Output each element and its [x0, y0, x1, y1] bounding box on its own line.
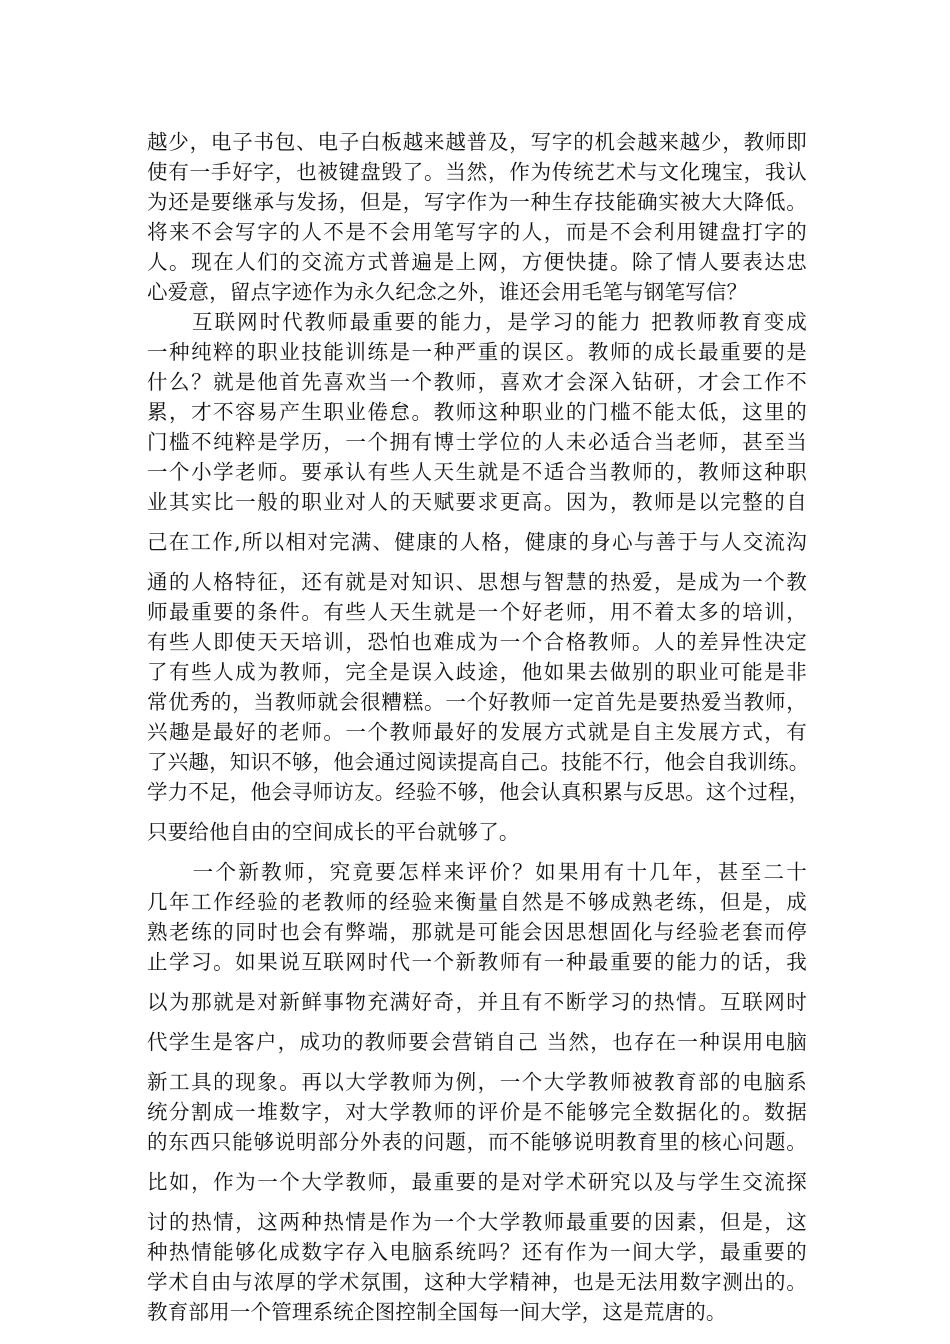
text-line: 累，才不容易产生职业倦怠。教师这种职业的门槛不能太低，这里的 — [147, 400, 807, 424]
text-line: 以为那就是对新鲜事物充满好奇，并且有不断学习的热情。互联网时 — [147, 990, 807, 1014]
text-line: 几年工作经验的老教师的经验来衡量自然是不够成熟老练，但是，成 — [147, 890, 807, 914]
text-line: 己在工作,所以相对完满、健康的人格，健康的身心与善于与人交流沟 — [147, 530, 807, 554]
text-line: 止学习。如果说互联网时代一个新教师有一种最重要的能力的话，我 — [147, 950, 807, 974]
text-line: 越少，电子书包、电子白板越来越普及，写字的机会越来越少，教师即 — [147, 130, 807, 154]
text-line: 代学生是客户，成功的教师要会营销自己 当然，也存在一种误用电脑 — [147, 1030, 807, 1054]
text-line: 人。现在人们的交流方式普遍是上网，方便快捷。除了情人要表达忠 — [147, 250, 807, 274]
text-line: 学术自由与浓厚的学术氛围，这种大学精神，也是无法用数字测出的。 — [147, 1270, 807, 1294]
text-line: 一个小学老师。要承认有些人天生就是不适合当教师的，教师这种职 — [147, 460, 807, 484]
text-line: 一种纯粹的职业技能训练是一种严重的误区。教师的成长最重要的是 — [147, 340, 807, 364]
text-line: 教育部用一个管理系统企图控制全国每一间大学，这是荒唐的。 — [147, 1300, 727, 1324]
text-line: 心爱意，留点字迹作为永久纪念之外，谁还会用毛笔与钢笔写信？ — [147, 280, 748, 304]
text-line: 了有些人成为教师，完全是误入歧途，他如果去做别的职业可能是非 — [147, 660, 807, 684]
text-line: 为还是要继承与发扬，但是，写字作为一种生存技能确实被大大降低。 — [147, 190, 807, 214]
text-line: 的东西只能够说明部分外表的问题，而不能够说明教育里的核心问题。 — [147, 1130, 807, 1154]
text-line: 使有一手好字，也被键盘毁了。当然，作为传统艺术与文化瑰宝，我认 — [147, 160, 807, 184]
text-line: 比如，作为一个大学教师，最重要的是对学术研究以及与学生交流探 — [147, 1170, 807, 1194]
text-line: 新工具的现象。再以大学教师为例，一个大学教师被教育部的电脑系 — [147, 1070, 807, 1094]
text-line: 通的人格特征，还有就是对知识、思想与智慧的热爱，是成为一个教 — [147, 570, 807, 594]
text-line: 一个新教师，究竟要怎样来评价？如果用有十几年，甚至二十 — [147, 860, 807, 884]
text-line: 种热情能够化成数字存入电脑系统吗？还有作为一间大学，最重要的 — [147, 1240, 807, 1264]
text-line: 门槛不纯粹是学历，一个拥有博士学位的人未必适合当老师，甚至当 — [147, 430, 807, 454]
text-line: 有些人即使天天培训，恐怕也难成为一个合格教师。人的差异性决定 — [147, 630, 807, 654]
text-line: 互联网时代教师最重要的能力，是学习的能力 把教师教育变成 — [147, 310, 807, 334]
text-line: 了兴趣，知识不够，他会通过阅读提高自己。技能不行，他会自我训练。 — [147, 750, 810, 774]
text-line: 师最重要的条件。有些人天生就是一个好老师，用不着太多的培训， — [147, 600, 807, 624]
text-line: 统分割成一堆数字，对大学教师的评价是不能够完全数据化的。数据 — [147, 1100, 807, 1124]
text-line: 什么？就是他首先喜欢当一个教师，喜欢才会深入钻研，才会工作不 — [147, 370, 807, 394]
text-line: 熟老练的同时也会有弊端，那就是可能会因思想固化与经验老套而停 — [147, 920, 807, 944]
text-line: 学力不足，他会寻师访友。经验不够，他会认真积累与反思。这个过程， — [147, 780, 810, 804]
text-line: 只要给他自由的空间成长的平台就够了。 — [147, 820, 520, 844]
text-line: 常优秀的，当教师就会很糟糕。一个好教师一定首先是要热爱当教师， — [147, 690, 807, 714]
text-line: 讨的热情，这两种热情是作为一个大学教师最重要的因素，但是，这 — [147, 1210, 807, 1234]
text-line: 将来不会写字的人不是不会用笔写字的人，而是不会利用键盘打字的 — [147, 220, 807, 244]
text-line: 兴趣是最好的老师。一个教师最好的发展方式就是自主发展方式，有 — [147, 720, 807, 744]
text-line: 业其实比一般的职业对人的天赋要求更高。因为，教师是以完整的自 — [147, 490, 807, 514]
